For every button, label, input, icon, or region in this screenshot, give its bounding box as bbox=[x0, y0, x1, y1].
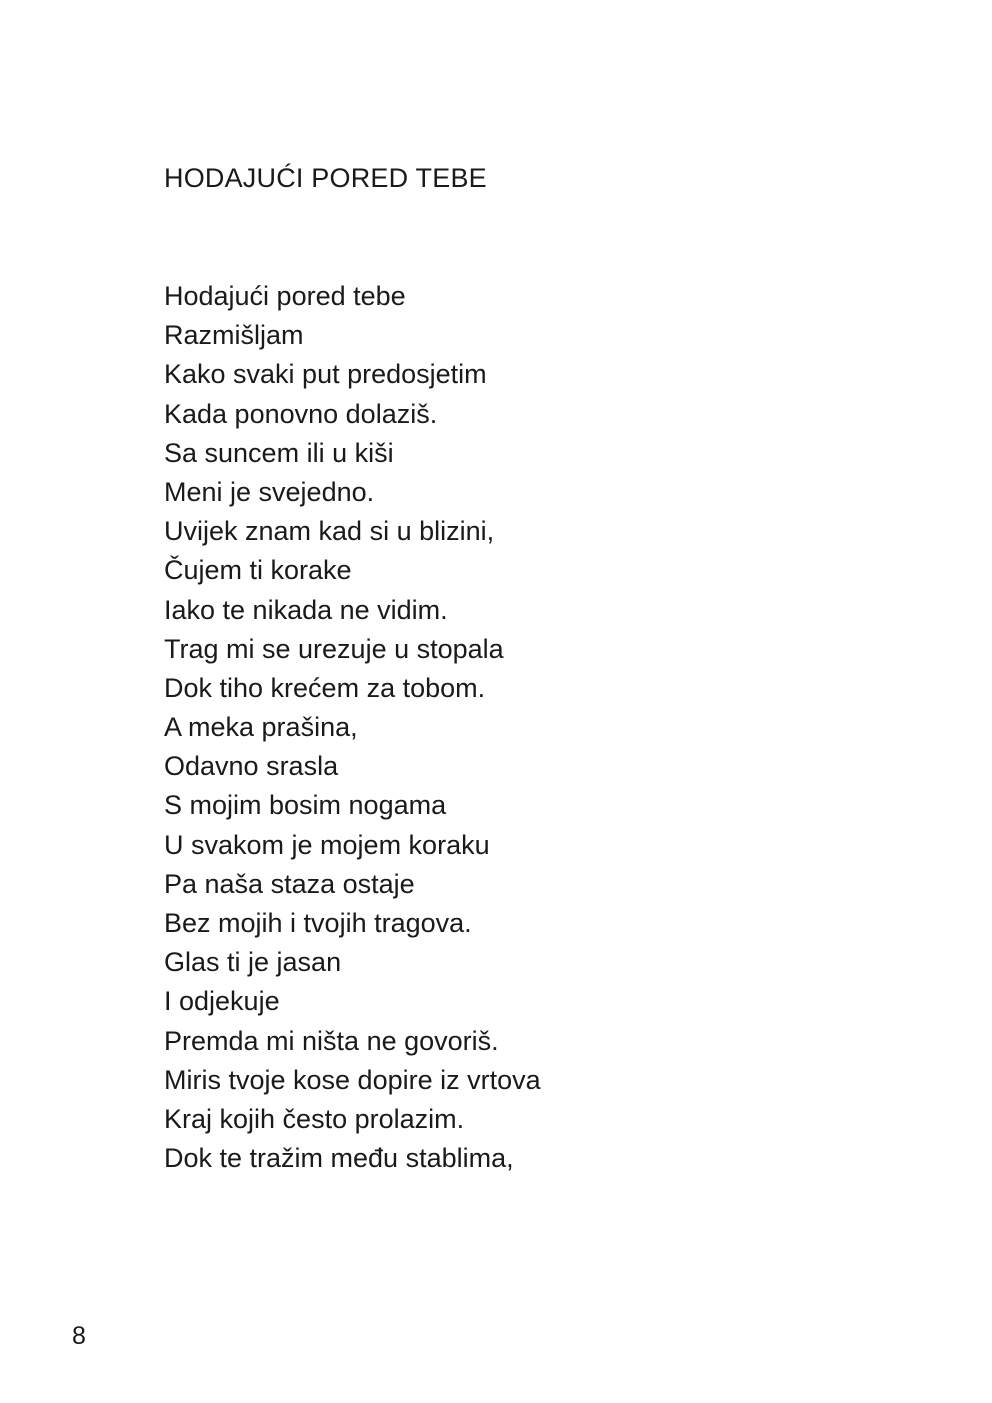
poem-line: S mojim bosim nogama bbox=[164, 790, 447, 821]
poem-body bbox=[164, 277, 541, 1178]
poem-line: Razmišljam bbox=[164, 320, 304, 351]
poem-line: Dok te tražim među stablima, bbox=[164, 1143, 514, 1174]
poem-line: Uvijek znam kad si u blizini, bbox=[164, 516, 495, 547]
poem-line: Sa suncem ili u kiši bbox=[164, 437, 394, 468]
poem-line: Meni je svejedno. bbox=[164, 476, 375, 507]
poem-line: Kada ponovno dolaziš. bbox=[164, 398, 438, 429]
poem-line: Iako te nikada ne vidim. bbox=[164, 594, 448, 625]
poem-line: Odavno srasla bbox=[164, 751, 339, 782]
poem-line: Bez mojih i tvojih tragova. bbox=[164, 908, 472, 938]
poem-line: Hodajući pored tebe bbox=[164, 281, 406, 311]
poem-line: I odjekuje bbox=[164, 986, 280, 1017]
poem-line: Kraj kojih često prolazim. bbox=[164, 1103, 465, 1134]
poem-line: Dok tiho krećem za tobom. bbox=[164, 672, 486, 703]
poem-line: U svakom je mojem koraku bbox=[164, 829, 490, 860]
poem-line: Miris tvoje kose dopire iz vrtova bbox=[164, 1064, 541, 1095]
poem-line: A meka prašina, bbox=[164, 712, 358, 743]
poem-line: Kako svaki put predosjetim bbox=[164, 359, 487, 390]
poem-line: Trag mi se urezuje u stopala bbox=[164, 633, 504, 664]
page-number: 8 bbox=[72, 1322, 86, 1350]
poem-line: Čujem ti korake bbox=[164, 555, 352, 586]
poem-title: HODAJUĆI PORED TEBE bbox=[164, 163, 487, 193]
poem-line: Pa naša staza ostaje bbox=[164, 868, 415, 899]
poem-line: Premda mi ništa ne govoriš. bbox=[164, 1025, 499, 1056]
poem-line: Glas ti je jasan bbox=[164, 947, 342, 978]
